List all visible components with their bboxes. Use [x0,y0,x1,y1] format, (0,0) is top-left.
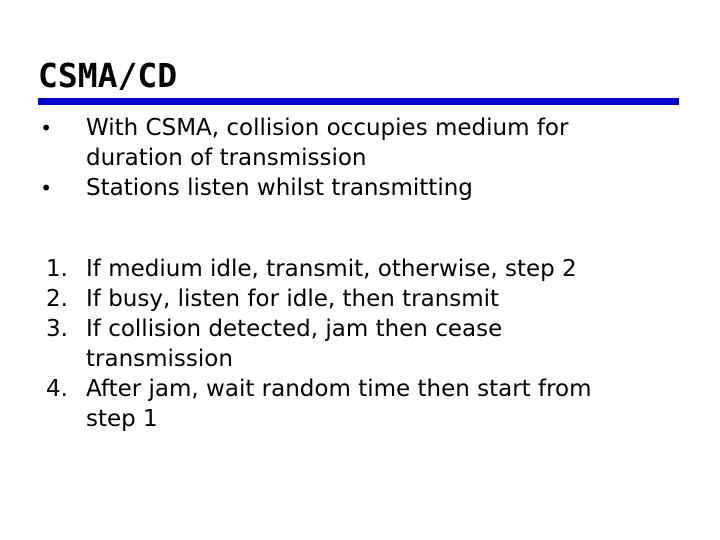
bullet-marker: • [40,116,52,140]
bullet-marker: • [40,176,52,200]
step-text: If medium idle, transmit, otherwise, step 2 [86,256,577,282]
numbered-item [0,254,646,284]
bullet-item [0,113,646,173]
step-text: After jam, wait random time then start from step 1 [86,376,592,432]
step-number: 4. [46,376,68,402]
slide-title: CSMA/CD [38,56,178,95]
step-text: If collision detected, jam then cease transmission [86,316,503,372]
numbered-list [0,254,646,434]
title-underline [38,98,679,105]
numbered-item [0,314,646,374]
numbered-item [0,374,646,434]
bullet-list [0,113,646,203]
numbered-item [0,284,646,314]
step-number: 3. [46,316,68,342]
step-number: 2. [46,286,68,312]
step-number: 1. [46,256,68,282]
step-text: If busy, listen for idle, then transmit [86,286,500,312]
bullet-item [0,173,646,203]
bullet-text: With CSMA, collision occupies medium for duration of transmission [86,115,569,171]
bullet-text: Stations listen whilst transmitting [86,175,473,201]
